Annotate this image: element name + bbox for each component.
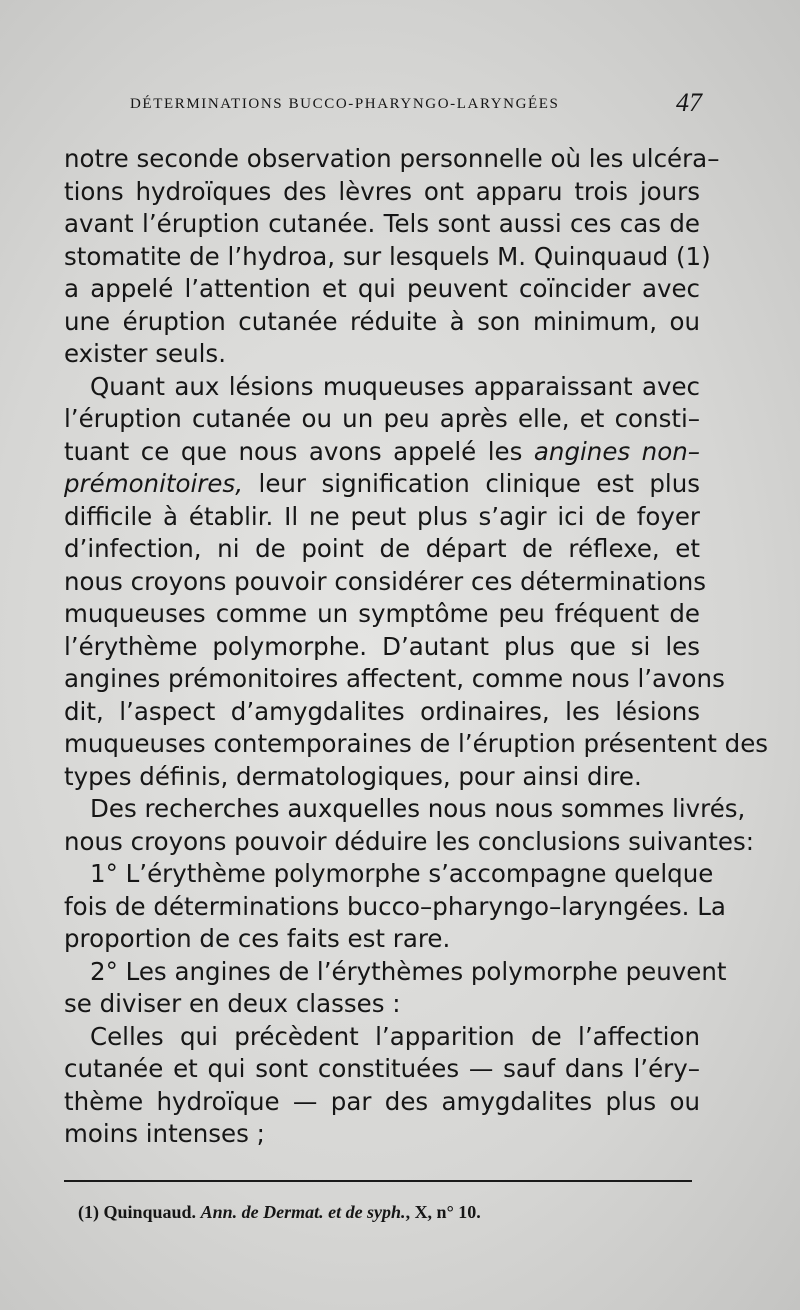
text-line: exister seuls. xyxy=(64,339,226,368)
italic-term: angines non– xyxy=(533,436,700,466)
text-line: muqueuses contemporaines de l’éruption présentent des xyxy=(64,729,769,758)
text-run: tuant ce que nous avons appelé les xyxy=(64,436,523,466)
footnote-rule xyxy=(64,1180,692,1182)
text-line: thème hydroïque — par des amygdalites plus ou xyxy=(64,1086,700,1116)
paragraph-start: 2° Les angines de l’érythèmes polymorphe peuvent xyxy=(90,956,727,986)
running-head: DÉTERMINATIONS BUCCO-PHARYNGO-LARYNGÉES xyxy=(130,96,560,112)
paragraph-start: 1° L’érythème polymorphe s’accompagne quelque xyxy=(90,859,714,888)
text-line: notre seconde observation personnelle où les ulcéra– xyxy=(64,144,720,173)
page-header xyxy=(64,88,702,122)
footnote-journal: Ann. de Dermat. et de syph. xyxy=(200,1202,406,1222)
text-line: une éruption cutanée réduite à son minimum, ou xyxy=(64,306,700,336)
text-line: a appelé l’attention et qui peuvent coïncider avec xyxy=(64,274,700,303)
text-line: proportion de ces faits est rare. xyxy=(64,924,451,953)
text-line xyxy=(64,436,700,469)
text-line xyxy=(64,468,700,501)
text-line: se diviser en deux classes : xyxy=(64,989,401,1018)
text-line: tions hydroïques des lèvres ont apparu trois jours xyxy=(64,176,700,206)
text-line: muqueuses comme un symptôme peu fréquent de xyxy=(64,599,700,628)
paragraph-start: Celles qui précèdent l’apparition de l’affection xyxy=(90,1021,700,1051)
footnote xyxy=(78,1202,481,1223)
text-line: stomatite de l’hydroa, sur lesquels M. Quinquaud (1) xyxy=(64,241,711,271)
text-line: nous croyons pouvoir déduire les conclusions suivantes: xyxy=(64,826,754,856)
page-number: 47 xyxy=(676,88,702,117)
text-line: nous croyons pouvoir considérer ces déterminations xyxy=(64,566,706,596)
text-line: avant l’éruption cutanée. Tels sont aussi ces cas de xyxy=(64,209,700,238)
text-line: cutanée et qui sont constituées — sauf dans l’éry– xyxy=(64,1054,700,1083)
text-line: difficile à établir. Il ne peut plus s’agir ici de foyer xyxy=(64,501,700,531)
text-line: fois de déterminations bucco–pharyngo–laryngées. La xyxy=(64,891,726,921)
paragraph-start: Quant aux lésions muqueuses apparaissant avec xyxy=(90,371,700,401)
text-run: leur signification clinique est plus xyxy=(243,469,700,498)
text-line: angines prémonitoires affectent, comme nous l’avons xyxy=(64,664,725,693)
text-line: moins intenses ; xyxy=(64,1119,265,1148)
body-text xyxy=(64,143,769,1151)
text-line: types définis, dermatologiques, pour ainsi dire. xyxy=(64,761,642,791)
text-line: l’éruption cutanée ou un peu après elle, et consti– xyxy=(64,404,700,433)
footnote-reference: , X, n° 10. xyxy=(405,1202,481,1222)
text-line: l’érythème polymorphe. D’autant plus que si les xyxy=(64,631,700,661)
italic-term: prémonitoires, xyxy=(64,469,243,498)
text-line: dit, l’aspect d’amygdalites ordinaires, les lésions xyxy=(64,696,700,726)
footnote-author: (1) Quinquaud. xyxy=(78,1202,197,1222)
paragraph-start: Des recherches auxquelles nous nous sommes livrés, xyxy=(90,794,746,823)
text-line: d’infection, ni de point de départ de réflexe, et xyxy=(64,534,700,563)
